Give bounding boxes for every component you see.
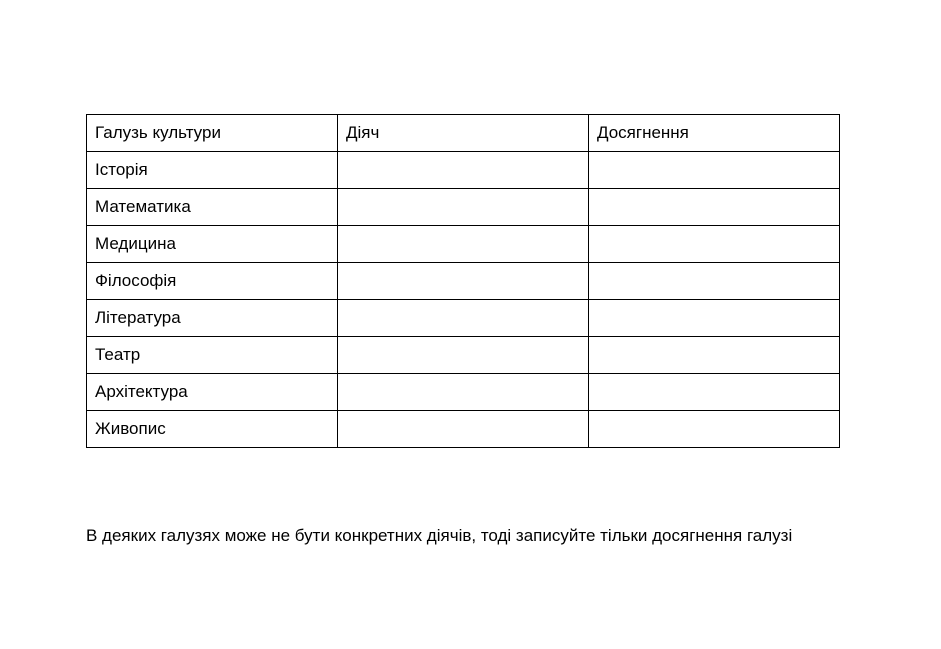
row-field-cell: Медицина: [87, 226, 338, 263]
table-row: [87, 411, 840, 448]
table-row: [87, 337, 840, 374]
row-field-cell: Театр: [87, 337, 338, 374]
table-row: [87, 189, 840, 226]
header-achievement: Досягнення: [589, 115, 840, 152]
row-figure-cell[interactable]: [338, 263, 589, 300]
row-achievement-cell[interactable]: [589, 337, 840, 374]
table-row: [87, 152, 840, 189]
row-achievement-cell[interactable]: [589, 263, 840, 300]
row-field-cell: Математика: [87, 189, 338, 226]
row-figure-cell[interactable]: [338, 226, 589, 263]
row-figure-cell[interactable]: [338, 337, 589, 374]
row-achievement-cell[interactable]: [589, 411, 840, 448]
row-field-cell: Філософія: [87, 263, 338, 300]
row-figure-cell[interactable]: [338, 374, 589, 411]
table-row: [87, 300, 840, 337]
row-achievement-cell[interactable]: [589, 300, 840, 337]
row-figure-cell[interactable]: [338, 189, 589, 226]
table-row: [87, 374, 840, 411]
row-achievement-cell[interactable]: [589, 374, 840, 411]
culture-table: [86, 114, 840, 448]
table-row: [87, 226, 840, 263]
row-figure-cell[interactable]: [338, 152, 589, 189]
row-field-cell: Література: [87, 300, 338, 337]
header-figure: Діяч: [338, 115, 589, 152]
row-figure-cell[interactable]: [338, 411, 589, 448]
header-field: Галузь культури: [87, 115, 338, 152]
row-field-cell: Живопис: [87, 411, 338, 448]
table-header-row: [87, 115, 840, 152]
row-field-cell: Архітектура: [87, 374, 338, 411]
row-achievement-cell[interactable]: [589, 189, 840, 226]
row-field-cell: Історія: [87, 152, 338, 189]
row-achievement-cell[interactable]: [589, 226, 840, 263]
row-achievement-cell[interactable]: [589, 152, 840, 189]
instruction-note: В деяких галузях може не бути конкретних діячів, тоді записуйте тільки досягнення галузі: [86, 526, 793, 545]
table-row: [87, 263, 840, 300]
row-figure-cell[interactable]: [338, 300, 589, 337]
